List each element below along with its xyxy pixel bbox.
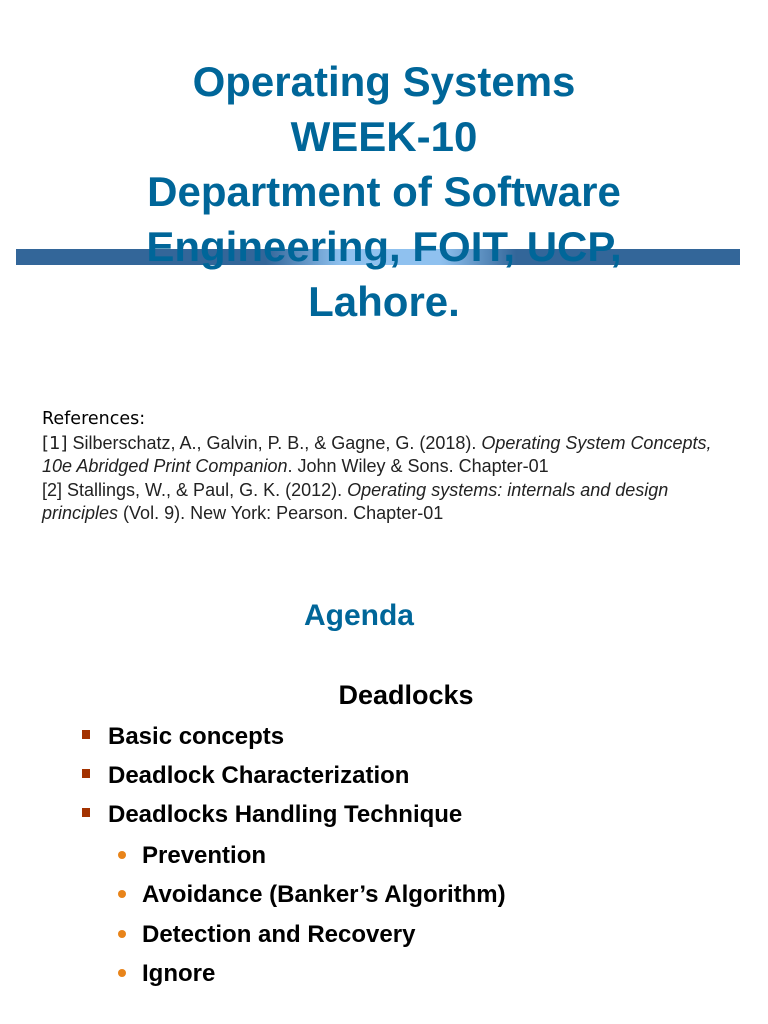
reference-1-authors: Silberschatz, A., Galvin, P. B., & Gagne, G. (2018). [67, 432, 482, 453]
reference-2-publisher: (Vol. 9). New York: Pearson. Chapter-01 [118, 503, 444, 523]
list-item [108, 800, 462, 830]
reference-1 [42, 432, 742, 479]
agenda-title: Agenda [303, 599, 414, 632]
round-bullet-icon [118, 930, 126, 938]
list-item-label: Avoidance (Banker’s Algorithm) [142, 881, 506, 908]
square-bullet-icon [82, 769, 90, 778]
title-line: WEEK-10 [290, 113, 478, 160]
section-heading: Deadlocks [338, 680, 474, 710]
list-item [142, 920, 415, 950]
list-item [108, 761, 409, 791]
reference-2 [42, 479, 742, 526]
references-heading: References: [42, 409, 146, 429]
title-line: Operating Systems [192, 58, 576, 105]
round-bullet-icon [118, 851, 126, 859]
reference-2-authors: [2] Stallings, W., & Paul, G. K. (2012). [42, 479, 348, 500]
title-block [0, 0, 768, 360]
list-item-label: Ignore [142, 960, 216, 987]
square-bullet-icon [82, 808, 90, 817]
reference-1-number: [1] [42, 432, 68, 454]
list-item-label: Detection and Recovery [142, 921, 416, 948]
list-item [142, 880, 506, 910]
list-item [142, 841, 266, 871]
list-item [142, 959, 215, 989]
list-item-label: Prevention [142, 842, 267, 869]
title-line: Lahore. [308, 278, 460, 325]
references-block [42, 408, 742, 526]
reference-1-publisher: . John Wiley & Sons. Chapter-01 [287, 456, 549, 476]
title-line: Department of Software [147, 168, 621, 215]
list-item-label: Deadlock Characterization [108, 762, 410, 789]
square-bullet-icon [82, 730, 90, 739]
title-line: Engineering, FOIT, UCP, [146, 223, 622, 270]
list-item-label: Deadlocks Handling Technique [108, 801, 463, 828]
reference-2-book-title: Operating systems: internals and design principles [42, 479, 669, 523]
round-bullet-icon [118, 969, 126, 977]
round-bullet-icon [118, 890, 126, 898]
list-item-label: Basic concepts [108, 723, 285, 750]
reference-1-book-title: Operating System Concepts, 10e Abridged Print Companion [42, 432, 712, 476]
slide-title [0, 54, 768, 329]
list-item [108, 722, 284, 752]
